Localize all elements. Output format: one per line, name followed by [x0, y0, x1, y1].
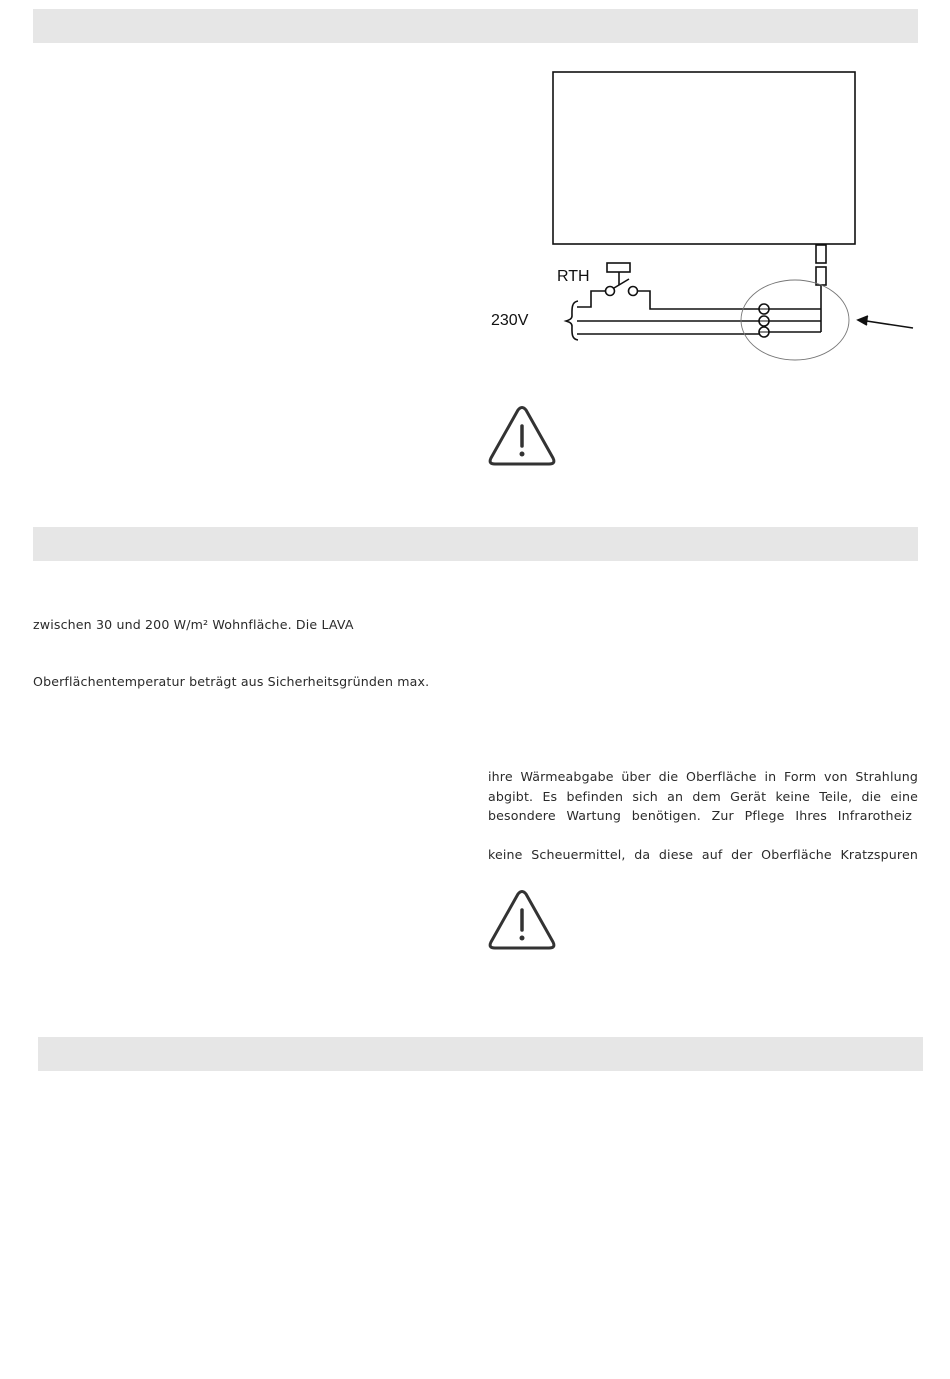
maintenance-line-4: keine Scheuermittel, da diese auf der Oberfläche Kratzspuren — [488, 847, 918, 862]
section-header-band-3 — [38, 1037, 923, 1071]
maintenance-line-3: besondere Wartung benötigen. Zur Pflege Ihres Infrarotheiz — [488, 808, 912, 823]
connector-block-lower — [816, 267, 826, 285]
wiring-diagram — [470, 60, 930, 370]
maintenance-line-1: ihre Wärmeabgabe über die Oberfläche in Form von Strahlung — [488, 769, 918, 784]
surface-temperature-text: Oberflächentemperatur beträgt aus Sicherheitsgründen max. — [33, 674, 430, 689]
connector-block-upper — [816, 245, 826, 263]
thermostat-label: RTH — [557, 268, 590, 285]
terminal-block-circle — [741, 280, 849, 360]
warning-icon — [487, 406, 557, 468]
section-header-band-2 — [33, 527, 918, 561]
warning-icon — [487, 890, 557, 952]
thermostat-box — [607, 263, 630, 272]
voltage-label: 230V — [491, 312, 529, 329]
wattage-text: zwischen 30 und 200 W/m² Wohnfläche. Die LAVA — [33, 617, 354, 632]
section-header-band-1 — [33, 9, 918, 43]
heater-panel — [553, 72, 855, 244]
maintenance-line-2: abgibt. Es befinden sich an dem Gerät keine Teile, die eine — [488, 789, 918, 804]
